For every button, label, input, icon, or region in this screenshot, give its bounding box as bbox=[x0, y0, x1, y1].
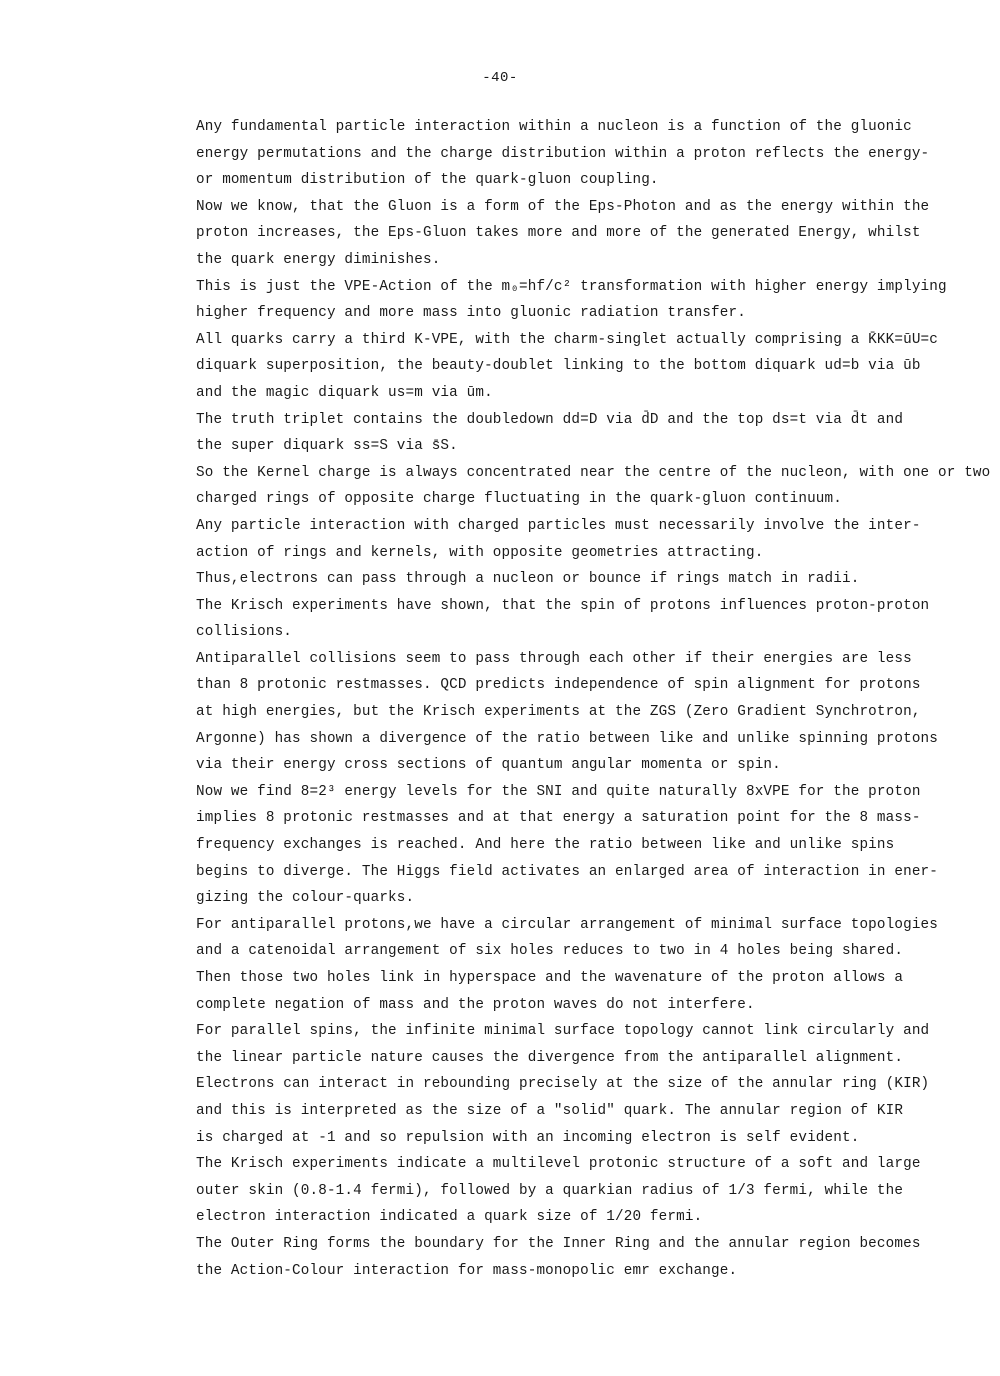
text-line: gizing the colour-quarks. bbox=[196, 890, 415, 907]
page-number: -40- bbox=[482, 70, 518, 86]
text-line: action of rings and kernels, with opposite geometries attracting. bbox=[196, 544, 764, 561]
text-line: Any particle interaction with charged particles must necessarily involve the inter- bbox=[196, 517, 921, 534]
text-line: diquark superposition, the beauty-doublet linking to the bottom diquark ud=b via ūb bbox=[196, 358, 921, 375]
text-line: the super diquark ss=S via s̄S. bbox=[196, 438, 458, 455]
text-line: charged rings of opposite charge fluctuating in the quark-gluon continuum. bbox=[196, 491, 842, 508]
text-line: and the magic diquark us=m via ūm. bbox=[196, 384, 493, 401]
text-line: implies 8 protonic restmasses and at that energy a saturation point for the 8 mass- bbox=[196, 810, 921, 827]
text-line: Now we find 8=2³ energy levels for the SNI and quite naturally 8xVPE for the proton bbox=[196, 783, 921, 800]
text-line: Argonne) has shown a divergence of the ratio between like and unlike spinning protons bbox=[196, 730, 939, 747]
text-line: For parallel spins, the infinite minimal surface topology cannot link circularly and bbox=[196, 1023, 930, 1040]
text-line: is charged at -1 and so repulsion with an incoming electron is self evident. bbox=[196, 1129, 860, 1146]
text-line: Then those two holes link in hyperspace and the wavenature of the proton allows a bbox=[196, 970, 904, 986]
text-line: or momentum distribution of the quark-gluon coupling. bbox=[196, 172, 659, 189]
text-line: Now we know, that the Gluon is a form of the Eps-Photon and as the energy within the bbox=[196, 198, 930, 215]
text-line: complete negation of mass and the proton waves do not interfere. bbox=[196, 996, 755, 1013]
text-line: collisions. bbox=[196, 624, 293, 641]
text-line: and this is interpreted as the size of a "solid" quark. The annular region of KIR bbox=[196, 1102, 904, 1119]
text-line: outer skin (0.8-1.4 fermi), followed by a quarkian radius of 1/3 fermi, while the bbox=[196, 1182, 904, 1199]
text-line: The Krisch experiments have shown, that the spin of protons influences proton-proton bbox=[196, 597, 930, 614]
text-line: the Action-Colour interaction for mass-monopolic emr exchange. bbox=[196, 1262, 738, 1279]
text-line: The Outer Ring forms the boundary for the Inner Ring and the annular region becomes bbox=[196, 1235, 921, 1252]
text-line: This is just the VPE-Action of the m₀=hf/c² transformation with higher energy implying bbox=[196, 278, 947, 295]
text-line: frequency exchanges is reached. And here the ratio between like and unlike spins bbox=[196, 837, 895, 854]
text-line: than 8 protonic restmasses. QCD predicts independence of spin alignment for protons bbox=[196, 677, 921, 694]
text-line: Thus,electrons can pass through a nucleon or bounce if rings match in radii. bbox=[196, 571, 860, 588]
text-line: The truth triplet contains the doubledown dd=D via d̄D and the top ds=t via d̄t and bbox=[196, 411, 904, 428]
text-line: All quarks carry a third K-VPE, with the charm-singlet actually comprising a K̄KK=ūU=c bbox=[196, 331, 939, 348]
text-line: at high energies, but the Krisch experiments at the ZGS (Zero Gradient Synchrotron, bbox=[196, 704, 921, 721]
text-line: and a catenoidal arrangement of six holes reduces to two in 4 holes being shared. bbox=[196, 943, 904, 960]
text-line: proton increases, the Eps-Gluon takes more and more of the generated Energy, whilst bbox=[196, 225, 921, 242]
text-line: via their energy cross sections of quantum angular momenta or spin. bbox=[196, 757, 781, 774]
text-line: For antiparallel protons,we have a circular arrangement of minimal surface topologies bbox=[196, 916, 939, 933]
text-line: the linear particle nature causes the divergence from the antiparallel alignment. bbox=[196, 1049, 904, 1066]
text-line: Antiparallel collisions seem to pass through each other if their energies are less bbox=[196, 650, 912, 667]
text-line: energy permutations and the charge distribution within a proton reflects the energy- bbox=[196, 145, 930, 162]
text-line: So the Kernel charge is always concentrated near the centre of the nucleon, with one or two bbox=[196, 464, 991, 481]
text-line: The Krisch experiments indicate a multilevel protonic structure of a soft and large bbox=[196, 1156, 921, 1173]
text-line: Electrons can interact in rebounding precisely at the size of the annular ring (KIR) bbox=[196, 1076, 930, 1093]
text-line: Any fundamental particle interaction within a nucleon is a function of the gluonic bbox=[196, 119, 912, 135]
text-line: higher frequency and more mass into gluonic radiation transfer. bbox=[196, 305, 746, 322]
text-line: electron interaction indicated a quark size of 1/20 fermi. bbox=[196, 1209, 703, 1226]
body-text bbox=[196, 114, 991, 1284]
text-line: begins to diverge. The Higgs field activates an enlarged area of interaction in ener- bbox=[196, 863, 939, 880]
text-line: the quark energy diminishes. bbox=[196, 251, 441, 268]
